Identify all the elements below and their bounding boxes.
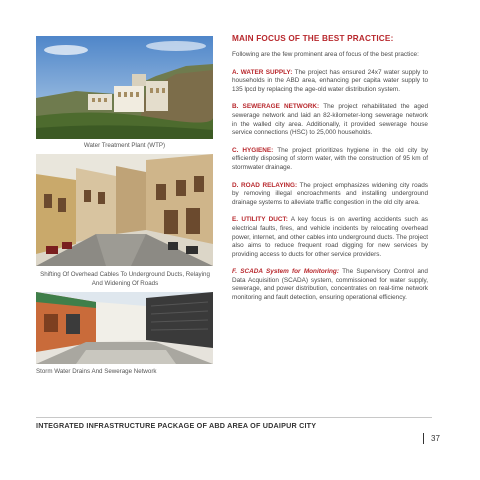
footer-title: INTEGRATED INFRASTRUCTURE PACKAGE OF ABD AREA OF UDAIPUR CITY — [36, 421, 317, 430]
wtp-illustration — [36, 36, 213, 139]
storm-photo — [36, 292, 213, 364]
item-hygiene-title: C. HYGIENE: — [232, 146, 274, 154]
storm-illustration — [36, 292, 213, 364]
item-road-relaying-text: The project emphasizes widening city roads by removing illegal encroachments and installing underground drainage systems to alleviate traffic congestion in the old city area. — [232, 181, 428, 206]
item-road-relaying — [232, 182, 428, 208]
item-sewerage-network-title: B. SEWERAGE NETWORK: — [232, 103, 320, 111]
item-water-supply-text: The project has ensured 24x7 water supply to households in the ABD area, enhancing per capita water supply to 135 lpcd by replacing the age-old water distribution system. — [232, 68, 429, 93]
item-water-supply-title: A. WATER SUPPLY: — [232, 68, 293, 76]
item-scada — [232, 268, 428, 302]
page-number: 37 — [431, 434, 440, 443]
page-number-bar — [423, 433, 424, 444]
street-photo — [36, 154, 213, 266]
wtp-caption: Water Treatment Plant (WTP) — [83, 142, 166, 149]
main-focus-section — [232, 34, 428, 312]
item-scada-text: The Supervisory Control and Data Acquisition (SCADA) system, commissioned for water supply, sewerage, and power distribution, concentrates on real-time network monitoring and fault detection, ensuring operational efficiency. — [232, 268, 428, 302]
item-utility-duct-text: A key focus is on averting accidents such as electrical faults, fires, and vehicle incidents by relocating overhead power, internet, and other cables into underground ducts. The project also aims to reduce frequent road digging for new services by providing access to ducts for other service providers. — [232, 216, 428, 258]
main-focus-intro: Following are the few prominent area of focus of the best practice: — [232, 51, 419, 58]
main-focus-heading: MAIN FOCUS OF THE BEST PRACTICE: — [232, 34, 394, 43]
shifting-caption: Shifting Of Overhead Cables To Underground Ducts, Relaying And Widening Of Roads — [40, 271, 210, 287]
storm-caption: Storm Water Drains And Sewerage Network — [36, 368, 157, 375]
item-hygiene-text: The project prioritizes hygiene in the old city by efficiently disposing of storm water, with the construction of 95 km of stormwater drainage. — [232, 146, 429, 171]
item-water-supply — [232, 69, 428, 95]
item-sewerage-network-text: The project rehabilitated the aged sewerage network and laid an 82-kilometer-long sewerage network in the walled city area. Additionally, it provided sewerage house service connections (HSC) to 25,000 households. — [232, 103, 428, 137]
item-road-relaying-title: D. ROAD RELAYING: — [232, 181, 298, 189]
wtp-photo — [36, 36, 213, 139]
item-sewerage-network — [232, 103, 428, 137]
item-utility-duct — [232, 216, 428, 259]
street-illustration — [36, 154, 213, 266]
item-hygiene — [232, 147, 428, 173]
footer-divider — [36, 417, 432, 418]
item-scada-title: F. SCADA System for Monitoring: — [232, 268, 339, 276]
item-utility-duct-title: E. UTILITY DUCT: — [232, 216, 288, 224]
